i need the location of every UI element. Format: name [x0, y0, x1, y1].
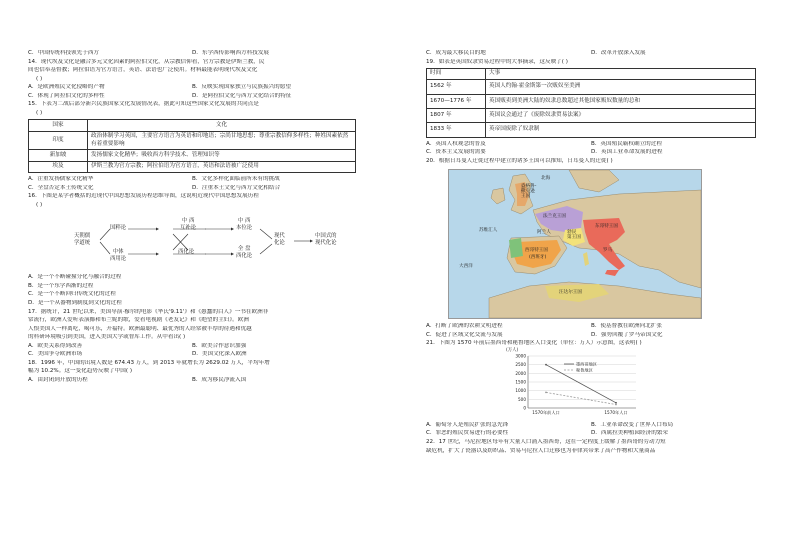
q21-option-b: B．工业革命改变了世界人口布局: [591, 421, 674, 428]
q14-answer-paren: ( ): [36, 75, 43, 82]
question-20: [426, 158, 756, 339]
q19-cell-time: 1562 年: [427, 80, 486, 94]
chart-y-tick-label: 2500: [515, 361, 526, 367]
q16-stem: 16．下图是某学者概括的近现代中国思想发展历程思维导图，这说明近现代中国思想发展历程: [28, 193, 259, 200]
chart-point: [545, 391, 547, 393]
q17-options-row-1: [28, 343, 356, 350]
q19-option-b: B．英国殖民霸权确立的过程: [591, 140, 662, 147]
q16-option-d: D．是一个从器物到制度到文化的过程: [28, 299, 122, 306]
q15-options-row-1: [28, 176, 356, 183]
chart-x-tick-label: 1570年人口: [604, 409, 628, 415]
mindmap-node-hubu: 中 西 互补论: [180, 218, 197, 231]
q13-options: [28, 50, 356, 57]
table-row: [29, 131, 356, 150]
q17-stem-line-4: 的科研环境吸引到美国，进入美国大学或智库工作。从中看出( ): [28, 334, 186, 341]
question-18: [28, 360, 356, 385]
q15-table: [28, 119, 356, 173]
q19-table: [426, 68, 756, 138]
question-14: [28, 59, 356, 101]
q18-option-a: A．由封闭到开放的历程: [28, 377, 88, 383]
q21-option-c: C．罪恶的殖民贸易进行的必要性: [426, 430, 509, 437]
mindmap-node-quanpan: 全 盘 西化论: [236, 246, 253, 259]
chart-y-tick-label: 3000: [515, 353, 526, 359]
q19-option-c: C．资本主义发展的需要: [426, 149, 486, 156]
map-label-rome: 罗马: [603, 248, 613, 254]
q20-options-row-1: [426, 323, 756, 330]
mindmap-node-xiandaihua: 现代 化论: [274, 233, 285, 246]
q21-options-row-2: [426, 430, 756, 437]
question-17: [28, 309, 356, 359]
map-label-ostrogoths: 东哥特王国: [595, 224, 618, 230]
mindmap-node-benwei: 中 西 本位论: [236, 218, 253, 231]
q17-option-c: C．美国争夺欧洲市场: [28, 351, 83, 358]
q17-stem-line-2: 常流行，欧洲人爱听表演揶和布兰妮的歌，爱看电视剧《老友记》和《绝望的主妇》。欧洲: [28, 317, 249, 324]
chart-legend-label: 墨西哥地区: [576, 361, 597, 367]
q19-table-header: [427, 68, 756, 79]
table-row: [427, 94, 756, 108]
q18-options-row-2: [426, 50, 756, 57]
q22-stem-line-1: 22．17 世纪，马尼拉地区每年有大量人口涌入墨西哥，这在一定程度上缓解了墨西哥的劳动力短: [426, 438, 666, 445]
q14-option-c: C．体现了阿拉伯文化的多样性: [28, 92, 105, 99]
q19-options-row-2: [426, 149, 756, 156]
q15-cell-country: 新加坡: [29, 150, 88, 161]
q20-options-row-2: [426, 332, 756, 339]
chart-point: [615, 402, 617, 404]
chart-legend-label: 秘鲁地区: [576, 367, 593, 373]
q14-options-row-1: [28, 84, 356, 91]
question-22: [426, 439, 756, 455]
q14-options-row-2: [28, 93, 356, 100]
q20-stem: 20．根据日耳曼人迁徙过程中建立的诸多王国可以推知，日耳曼人的迁徙( ): [426, 157, 613, 164]
question-19: [426, 59, 756, 157]
q20-option-d: D．强势回覆了罗马帝国文化: [591, 331, 663, 338]
q19-header-event: 大事: [486, 68, 756, 79]
chart-y-tick-label: 1000: [515, 387, 526, 393]
q19-header-time: 时间: [427, 68, 486, 79]
chart-point: [545, 364, 547, 366]
q21-options-row-1: [426, 422, 756, 429]
q19-cell-time: 1833 年: [427, 123, 486, 137]
map-label-suebi: 苏维汇人: [479, 228, 498, 234]
population-line-chart: [506, 347, 646, 420]
q15-cell-country: 印度: [29, 131, 88, 150]
mindmap-node-zhongti: 中体 西用论: [110, 249, 127, 262]
map-label-visigoths: 西哥特王国: [525, 248, 548, 254]
left-column: [28, 50, 356, 386]
q19-option-d: D．英国工业革命发展的进程: [591, 149, 663, 156]
q15-cell-country: 埃及: [29, 161, 88, 172]
mindmap-node-zhongguoshi: 中国式的 现代化论: [315, 233, 337, 246]
q14-option-b: B．反映实现国家独立与民族振兴的愿望: [192, 84, 291, 91]
q18-option-b: B．成为移民净流入国: [192, 377, 247, 383]
q15-header-country: 国家: [29, 120, 88, 131]
q18-stem-line-1: 18．1996 年，中国的出境人数是 674.43 万人，到 2013 年就增长为 2629.02 万人，平均年增: [28, 359, 270, 366]
question-15: [28, 101, 356, 192]
mindmap-node-tianchao: 天朝儒 学道统: [74, 233, 91, 246]
table-row: [427, 80, 756, 94]
q18-stem-line-2: 幅为 10.2%。这一变化趋势反映了中国( ): [28, 368, 133, 375]
map-label-north-sea: 北海: [541, 176, 551, 182]
mindmap-node-xihua: 西化论: [178, 249, 195, 256]
map-label-atlantic: 大西洋: [459, 264, 473, 270]
q17-options-row-2: [28, 351, 356, 358]
q19-cell-event: 英帝国废除了奴隶制: [486, 123, 756, 137]
q19-cell-event: 英国人约翰·霍金斯第一次贩奴至美洲: [486, 80, 756, 94]
question-16: [28, 193, 356, 307]
q16-option-b: B．是一个东学西渐的过程: [28, 282, 94, 289]
q17-stem-line-3: 人恨美国人一样离吃，喝可乐，开福特。欧洲最聪明、最优秀的人经常被丰厚的待遇和优越: [28, 325, 252, 332]
q13-option-c: C．中国传统科技领先于西方: [28, 50, 100, 56]
q15-stem: 15．下表为二战后部分新兴民族国家文化发展情况表，据此可知这些国家文化发展的共同点是: [28, 101, 259, 108]
q14-option-d: D．是阿拉伯文化与西方文化结合的特征: [192, 92, 292, 99]
q15-option-a: A．注重发扬儒家文化精华: [28, 176, 94, 183]
q14-stem-line-2: 间也信奉基督教；阿拉伯语为官方语言，英语、法语也广泛使用。材料最能表明现代埃及文化: [28, 67, 258, 74]
map-label-alans: 阿兰人: [537, 230, 551, 236]
q18-option-c: C．成为最大移民目的地: [426, 50, 486, 56]
table-row: [29, 150, 356, 161]
q19-options-row-1: [426, 141, 756, 148]
q19-cell-event: 英国贩卖到美洲大陆的奴隶总数超过其他国家贩奴数量的总和: [486, 94, 756, 108]
chart-y-tick-label: 2000: [515, 370, 526, 376]
map-label-spain: (西班牙): [529, 255, 547, 261]
q15-option-d: D．注重本土文化与西方文化相结合: [192, 184, 281, 191]
q17-option-b: B．欧美合作意识加强: [192, 342, 247, 349]
q13-option-d: D．东学西传影响西方科技发展: [192, 50, 270, 56]
q19-cell-time: 1670—1776 年: [427, 94, 486, 108]
question-21: [426, 340, 756, 437]
q19-option-a: A．英国人权观念的普及: [426, 140, 486, 147]
chart-y-tick-label: 0: [523, 405, 526, 411]
q22-stem-line-2: 缺危机，扩大了瓷器以及纺织品、贸易马尼拉人口迁移也为菲律宾带来了高产作物和大量商品: [426, 447, 656, 454]
map-label-burgundy: 勃艮 第王国: [567, 230, 581, 241]
chart-svg: [506, 347, 646, 420]
q18-option-d: D．改革开放深入发展: [591, 50, 646, 56]
q17-option-a: A．欧美关系得到改善: [28, 342, 83, 349]
q20-option-b: B．使基督教在欧洲向北扩张: [591, 323, 662, 330]
q16-option-a: A．是一个不断碰撞分化与融合的过程: [28, 274, 122, 281]
q15-cell-culture: 发扬儒家文化精华；吸收西方科学技术、管理知识等: [88, 150, 356, 161]
chart-x-tick-label: 1570年前人口: [532, 409, 560, 415]
q15-answer-paren: ( ): [36, 109, 43, 116]
q15-cell-culture: 政治体制学习英国，主要官方语言为英语和印地语；宗尚甘地思想；尊重宗教信仰多样性；种姓因素依然有着重要影响: [88, 131, 356, 150]
q19-cell-time: 1807 年: [427, 109, 486, 123]
chart-series-line: [546, 392, 616, 404]
q20-option-c: C．促进了区域文化交流与发展: [426, 331, 503, 338]
q21-stem: 21．下图为 1570 年前后墨西哥和秘鲁地区人口变化（单位：万人）示意图，这表明( ): [426, 340, 642, 347]
q18-options-row-1: [28, 377, 356, 384]
q15-option-b: B．文化多样化面临前所未有的挑战: [192, 176, 280, 183]
q15-option-c: C．全盘否定本土传统文化: [28, 184, 94, 191]
map-label-vandals: 汪达尔王国: [559, 290, 582, 296]
table-row: [427, 109, 756, 123]
q16-mindmap: [28, 212, 356, 270]
right-column: [426, 50, 756, 456]
map-land-shapes: [449, 170, 701, 318]
q19-cell-event: 英国议会通过了《废除奴隶贸易法案》: [486, 109, 756, 123]
q15-options-row-2: [28, 185, 356, 192]
q15-table-header: [29, 120, 356, 131]
map-label-frankish: 法兰克王国: [543, 214, 566, 220]
q19-stem: 19．如表是英国奴隶贸易过程中的大事摘录，这反映了( ): [426, 58, 568, 65]
q15-cell-culture: 伊斯兰教为官方宗教；阿拉伯语为官方语言，英语和法语被广泛使用: [88, 161, 356, 172]
chart-y-unit: (万人): [506, 347, 519, 353]
q16-answer-paren: ( ): [36, 201, 43, 208]
q21-option-a: A．葡萄牙人是殖民扩张的急先锋: [426, 421, 509, 428]
q21-option-d: D．西属拉美种植园经济的繁荣: [591, 430, 669, 437]
q16-option-c: C．是一个不断回归传统文化的过程: [28, 291, 116, 298]
table-row: [427, 123, 756, 137]
map-label-anglo-saxon: 盎格鲁- 撒克逊 王国: [521, 184, 537, 200]
germanic-kingdoms-map: [448, 169, 702, 319]
chart-y-tick-label: 1500: [515, 379, 526, 385]
q14-option-a: A．是欧洲殖民文化侵略的产物: [28, 84, 105, 91]
chart-point: [615, 403, 617, 405]
chart-y-tick-label: 500: [518, 396, 526, 402]
q15-header-culture: 文化: [88, 120, 356, 131]
mindmap-node-guocui: 国粹论: [110, 225, 127, 232]
q20-option-a: A．打断了欧洲的农耕文明进程: [426, 323, 503, 330]
q17-option-d: D．美国文化深入欧洲: [192, 351, 247, 358]
table-row: [29, 161, 356, 172]
q17-stem-line-1: 17．据统计，21 世纪以来，美国导演·穆尔的电影《华氏'9.11'》和《愚蠢的白人》一书在欧洲非: [28, 308, 269, 315]
q14-stem-line-1: 14．现代埃及文化是融合多元文化因素的阿拉伯文化，从宗教信仰看，官方宗教是伊斯兰教，民: [28, 58, 265, 65]
